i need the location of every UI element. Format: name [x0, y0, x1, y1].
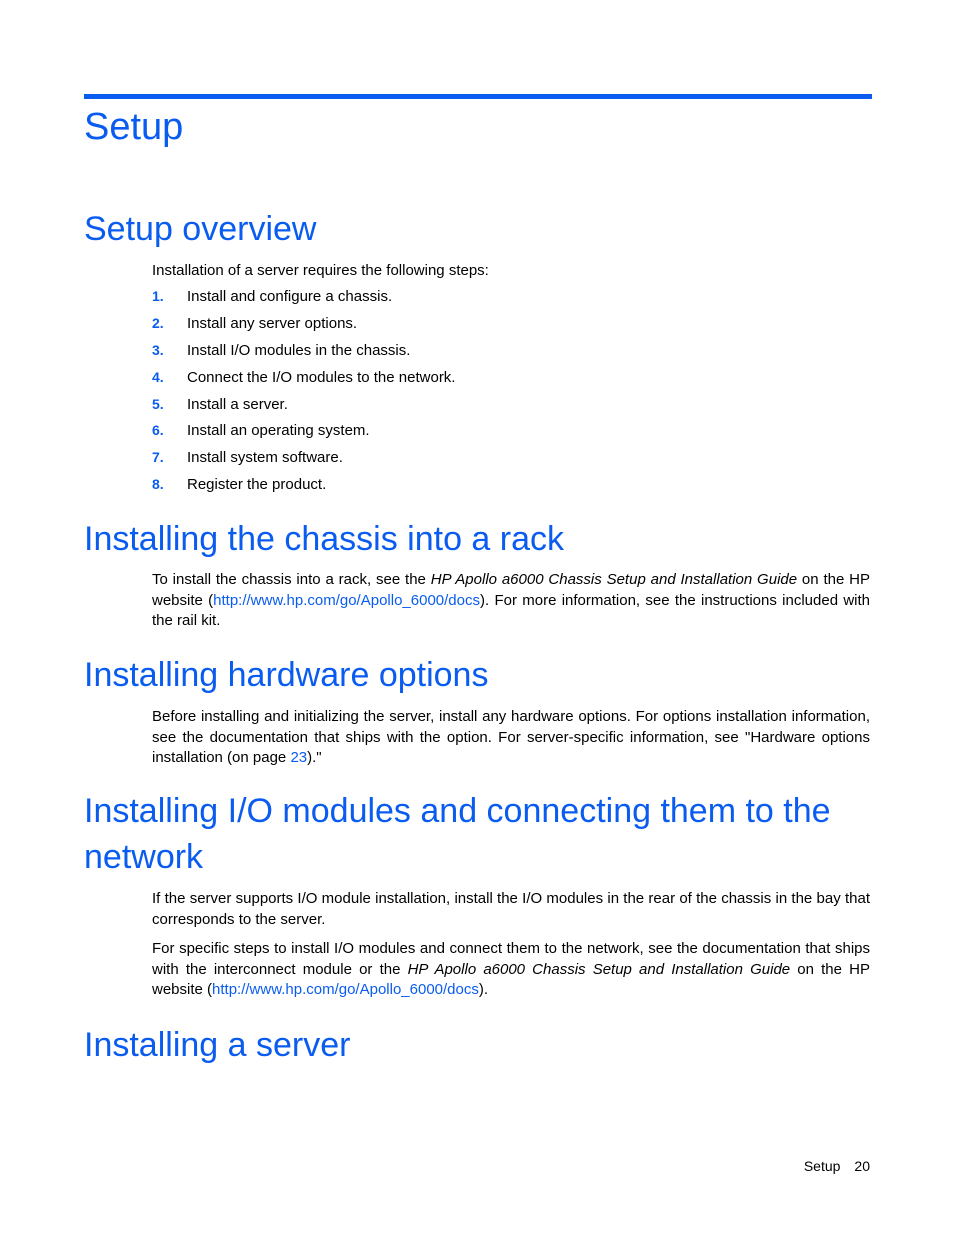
io-text-before: For specific steps to install I/O modules and connect them to the network, see the documentation that ships with the interconnect module or the [152, 940, 870, 978]
section-heading-hardware-options: Installing hardware options [84, 656, 489, 694]
io-modules-paragraph-1: If the server supports I/O module installation, install the I/O modules in the rear of the chassis in the bay that corresponds to the server. [152, 890, 870, 928]
step-number: 7. [152, 449, 164, 466]
chassis-text-after: ). For more information, see the instructions included with the rail kit. [152, 591, 870, 629]
hp-docs-link[interactable]: http://www.hp.com/go/Apollo_6000/docs [213, 591, 480, 609]
list-item [152, 313, 455, 340]
chassis-text-mid: on the HP website ( [152, 571, 870, 609]
list-item [152, 340, 455, 367]
step-text: Install an operating system. [187, 422, 370, 440]
hp-docs-link[interactable]: http://www.hp.com/go/Apollo_6000/docs [212, 981, 479, 998]
step-number: 2. [152, 314, 164, 331]
chapter-title: Setup [84, 106, 184, 148]
step-text: Install and configure a chassis. [187, 288, 393, 305]
step-text: Register the product. [187, 476, 327, 494]
chassis-text-before: To install the chassis into a rack, see the [152, 571, 431, 588]
hardware-text-after: )." [307, 749, 322, 766]
step-text: Connect the I/O modules to the network. [187, 368, 456, 386]
section-heading-chassis-rack: Installing the chassis into a rack [84, 520, 565, 558]
list-item [152, 474, 455, 501]
io-modules-paragraph-2 [152, 939, 870, 1001]
io-text-mid: on the HP website ( [152, 960, 870, 998]
chassis-guide-title: HP Apollo a6000 Chassis Setup and Installation Guide [430, 571, 798, 588]
section-heading-installing-server: Installing a server [84, 1026, 351, 1064]
overview-intro: Installation of a server requires the following steps: [152, 262, 489, 279]
setup-steps-list [152, 286, 455, 501]
step-text: Install I/O modules in the chassis. [187, 341, 411, 359]
hardware-text-before: Before installing and initializing the server, install any hardware options. For options installation information, see the documentation that ships with the option. For server-specific information, see "Hardware options installation (on page [152, 708, 870, 766]
step-number: 5. [152, 395, 164, 412]
io-guide-title: HP Apollo a6000 Chassis Setup and Installation Guide [407, 960, 791, 978]
footer-page-number: 20 [854, 1158, 870, 1174]
hardware-paragraph [152, 707, 870, 769]
step-number: 6. [152, 422, 164, 439]
step-number: 8. [152, 476, 164, 493]
step-number: 3. [152, 341, 164, 358]
section-heading-io-modules: Installing I/O modules and connecting them to the network [84, 792, 831, 876]
list-item [152, 420, 455, 447]
page-footer [804, 1158, 870, 1174]
step-text: Install a server. [187, 395, 288, 413]
list-item [152, 286, 455, 313]
step-text: Install any server options. [187, 314, 358, 332]
list-item [152, 367, 455, 394]
chassis-paragraph [152, 570, 870, 632]
list-item [152, 447, 455, 474]
page-23-link[interactable]: 23 [290, 749, 308, 766]
list-item [152, 394, 455, 421]
section-heading-setup-overview: Setup overview [84, 210, 317, 248]
step-number: 1. [152, 288, 164, 304]
footer-section: Setup [803, 1158, 841, 1174]
step-number: 4. [152, 368, 164, 385]
chapter-top-rule [84, 94, 872, 99]
io-text-after: ). [478, 981, 489, 998]
step-text: Install system software. [187, 449, 343, 467]
